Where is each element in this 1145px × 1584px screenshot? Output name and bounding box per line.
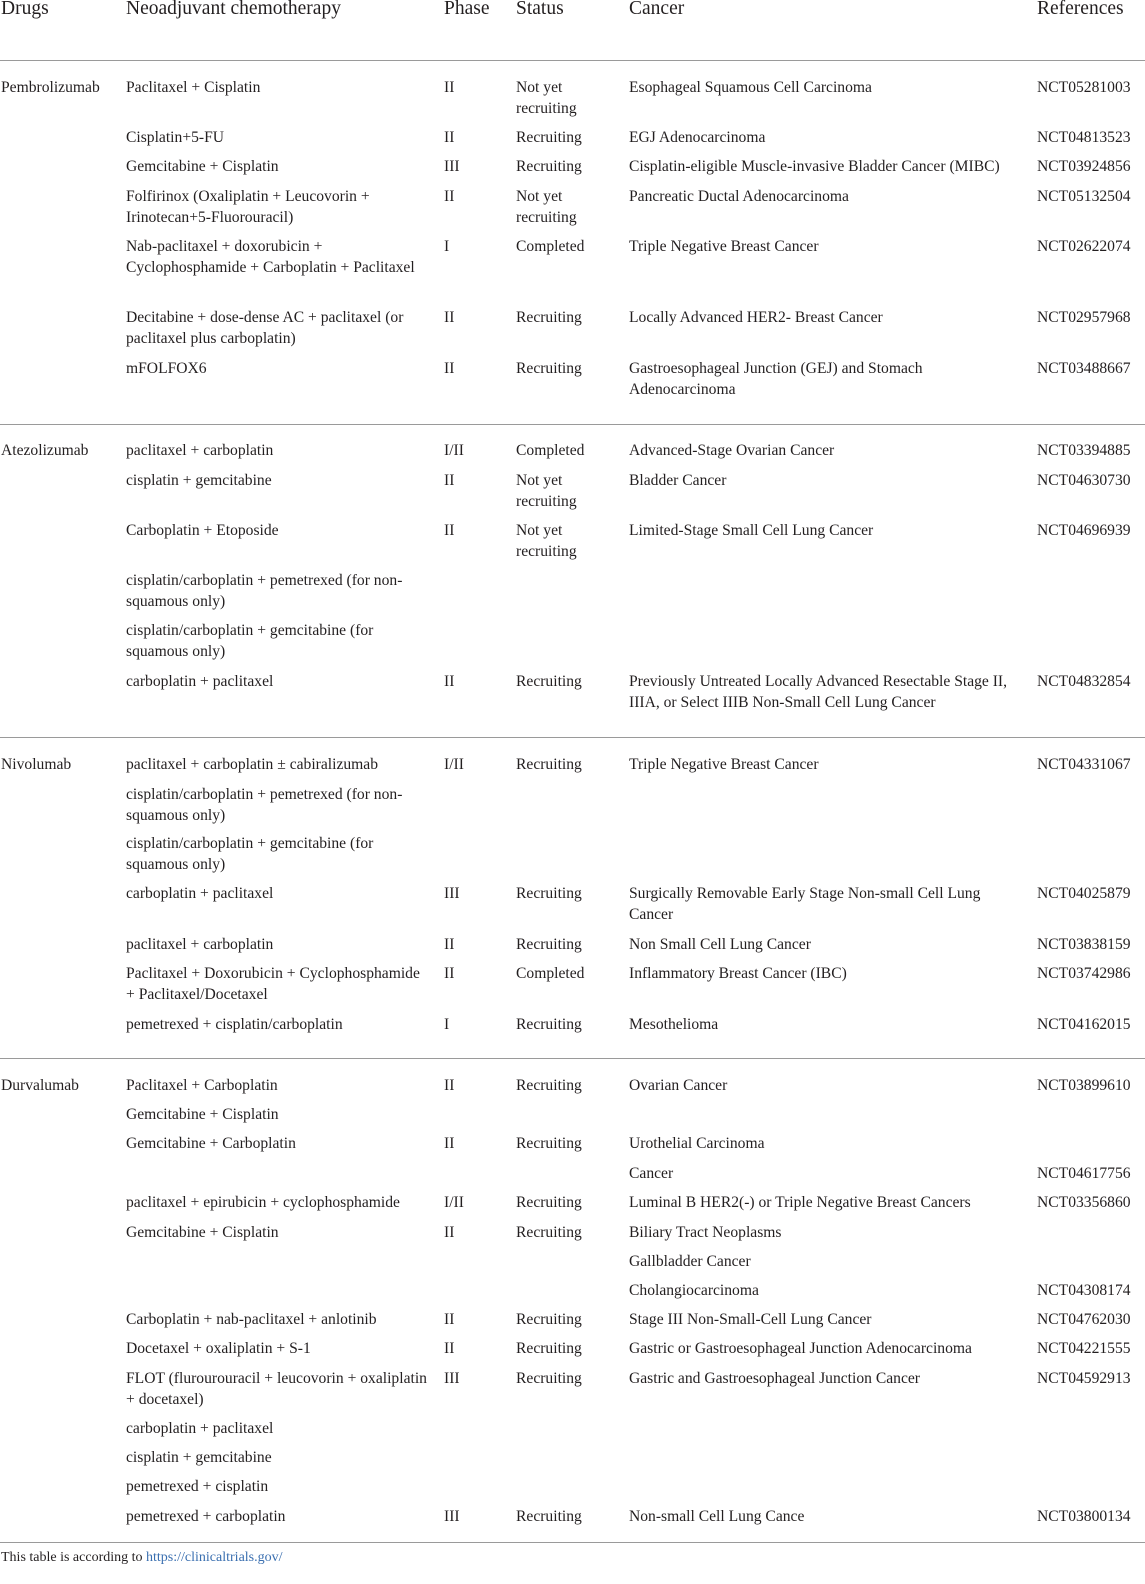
chemotherapy-cell: Folfirinox (Oxaliplatin + Leucovorin + Irinotecan+5-Fluorouracil) [126, 188, 370, 226]
chemotherapy-cell: Decitabine + dose-dense AC + paclitaxel (or paclitaxel plus carboplatin) [126, 309, 404, 347]
cancer-cell: Non Small Cell Lung Cancer [629, 936, 811, 953]
header-cancer: Cancer [629, 0, 685, 19]
cancer-cell: Locally Advanced HER2- Breast Cancer [629, 309, 883, 326]
reference-cell: NCT04221555 [1037, 1340, 1131, 1357]
phase-cell: III [444, 1370, 460, 1387]
cancer-cell: Limited-Stage Small Cell Lung Cancer [629, 522, 874, 539]
cancer-cell: Biliary Tract Neoplasms [629, 1224, 782, 1241]
chemotherapy-cell: Cisplatin+5-FU [126, 129, 225, 146]
reference-cell: NCT04308174 [1037, 1282, 1131, 1299]
drug-cell: Atezolizumab [1, 442, 89, 459]
header-status: Status [516, 0, 564, 19]
chemotherapy-cell: Paclitaxel + Doxorubicin + Cyclophosphamide + Paclitaxel/Docetaxel [126, 965, 420, 1003]
phase-cell: III [444, 158, 460, 175]
chemotherapy-cell: Gemcitabine + Cisplatin [126, 1106, 279, 1123]
chemotherapy-cell: paclitaxel + epirubicin + cyclophosphamide [126, 1194, 400, 1211]
cancer-cell: Cancer [629, 1165, 674, 1182]
cancer-cell: Luminal B HER2(-) or Triple Negative Breast Cancers [629, 1194, 971, 1211]
phase-cell: II [444, 472, 455, 489]
phase-cell: III [444, 885, 460, 902]
chemotherapy-cell: paclitaxel + carboplatin [126, 936, 274, 953]
status-cell: Completed [516, 965, 585, 982]
phase-cell: I/II [444, 756, 464, 773]
phase-cell: I [444, 238, 450, 255]
chemotherapy-cell: cisplatin/carboplatin + gemcitabine (for squamous only) [126, 622, 374, 660]
status-cell: Completed [516, 238, 585, 255]
phase-cell: II [444, 1077, 455, 1094]
group-divider [0, 737, 1145, 738]
status-cell: Not yet recruiting [516, 472, 577, 510]
header-rule [0, 60, 1145, 61]
drug-cell: Durvalumab [1, 1077, 79, 1094]
phase-cell: II [444, 79, 455, 96]
chemotherapy-cell: Carboplatin + nab-paclitaxel + anlotinib [126, 1311, 377, 1328]
status-cell: Recruiting [516, 309, 582, 326]
header-chemotherapy: Neoadjuvant chemotherapy [126, 0, 341, 19]
chemotherapy-cell: cisplatin + gemcitabine [126, 472, 272, 489]
cancer-cell: Advanced-Stage Ovarian Cancer [629, 442, 835, 459]
status-cell: Completed [516, 442, 585, 459]
group-divider [0, 1058, 1145, 1059]
chemotherapy-cell: carboplatin + paclitaxel [126, 885, 274, 902]
cancer-cell: Triple Negative Breast Cancer [629, 756, 819, 773]
chemotherapy-cell: pemetrexed + cisplatin/carboplatin [126, 1016, 343, 1033]
chemotherapy-cell: cisplatin/carboplatin + pemetrexed (for non-squamous only) [126, 572, 403, 610]
status-cell: Recruiting [516, 1340, 582, 1357]
cancer-cell: Gastroesophageal Junction (GEJ) and Stomach Adenocarcinoma [629, 360, 923, 398]
phase-cell: II [444, 188, 455, 205]
cancer-cell: Previously Untreated Locally Advanced Resectable Stage II, IIIA, or Select IIIB Non-Small Cell Lung Cancer [629, 673, 1008, 711]
cancer-cell: Cisplatin-eligible Muscle-invasive Bladder Cancer (MIBC) [629, 158, 1000, 175]
chemotherapy-cell: mFOLFOX6 [126, 360, 207, 377]
chemotherapy-cell: pemetrexed + cisplatin [126, 1478, 269, 1495]
status-cell: Recruiting [516, 1311, 582, 1328]
header-drugs: Drugs [1, 0, 49, 19]
status-cell: Not yet recruiting [516, 522, 577, 560]
cancer-cell: Esophageal Squamous Cell Carcinoma [629, 79, 872, 96]
reference-cell: NCT02957968 [1037, 309, 1131, 326]
reference-cell: NCT05281003 [1037, 79, 1131, 96]
reference-cell: NCT03800134 [1037, 1508, 1131, 1525]
chemotherapy-cell: carboplatin + paclitaxel [126, 1420, 274, 1437]
clinicaltrials-link[interactable]: https://clinicaltrials.gov/ [146, 1550, 283, 1565]
reference-cell: NCT04630730 [1037, 472, 1131, 489]
reference-cell: NCT02622074 [1037, 238, 1131, 255]
chemotherapy-cell: Paclitaxel + Cisplatin [126, 79, 261, 96]
phase-cell: II [444, 522, 455, 539]
phase-cell: I [444, 1016, 450, 1033]
cancer-cell: Gastric and Gastroesophageal Junction Cancer [629, 1370, 920, 1387]
phase-cell: II [444, 129, 455, 146]
chemotherapy-cell: Paclitaxel + Carboplatin [126, 1077, 278, 1094]
reference-cell: NCT04762030 [1037, 1311, 1131, 1328]
chemotherapy-cell: cisplatin + gemcitabine [126, 1449, 272, 1466]
chemotherapy-cell: pemetrexed + carboplatin [126, 1508, 286, 1525]
phase-cell: II [444, 673, 455, 690]
phase-cell: III [444, 1508, 460, 1525]
phase-cell: II [444, 936, 455, 953]
status-cell: Recruiting [516, 1135, 582, 1152]
reference-cell: NCT04025879 [1037, 885, 1131, 902]
chemotherapy-cell: Nab-paclitaxel + doxorubicin + Cyclophosphamide + Carboplatin + Paclitaxel [126, 238, 415, 276]
status-cell: Recruiting [516, 936, 582, 953]
chemotherapy-cell: FLOT (flurourouracil + leucovorin + oxaliplatin + docetaxel) [126, 1370, 427, 1408]
chemotherapy-cell: cisplatin/carboplatin + pemetrexed (for non-squamous only) [126, 786, 403, 824]
reference-cell: NCT03488667 [1037, 360, 1131, 377]
status-cell: Recruiting [516, 756, 582, 773]
footnote-text: This table is according to [1, 1550, 147, 1565]
status-cell: Recruiting [516, 1370, 582, 1387]
cancer-cell: Mesothelioma [629, 1016, 719, 1033]
status-cell: Recruiting [516, 1016, 582, 1033]
phase-cell: II [444, 965, 455, 982]
status-cell: Recruiting [516, 1194, 582, 1211]
cancer-cell: EGJ Adenocarcinoma [629, 129, 766, 146]
chemotherapy-cell: Gemcitabine + Carboplatin [126, 1135, 296, 1152]
chemotherapy-cell: paclitaxel + carboplatin ± cabiralizumab [126, 756, 379, 773]
status-cell: Not yet recruiting [516, 188, 577, 226]
cancer-cell: Ovarian Cancer [629, 1077, 728, 1094]
table-footnote [1, 1549, 283, 1567]
cancer-cell: Urothelial Carcinoma [629, 1135, 765, 1152]
status-cell: Not yet recruiting [516, 79, 577, 117]
drug-cell: Pembrolizumab [1, 79, 100, 96]
status-cell: Recruiting [516, 129, 582, 146]
chemotherapy-cell: Docetaxel + oxaliplatin + S-1 [126, 1340, 311, 1357]
chemotherapy-cell: cisplatin/carboplatin + gemcitabine (for squamous only) [126, 835, 374, 873]
status-cell: Recruiting [516, 1077, 582, 1094]
drug-cell: Nivolumab [1, 756, 72, 773]
table-bottom-rule [0, 1542, 1145, 1543]
cancer-cell: Bladder Cancer [629, 472, 727, 489]
reference-cell: NCT04813523 [1037, 129, 1131, 146]
reference-cell: NCT04162015 [1037, 1016, 1131, 1033]
reference-cell: NCT05132504 [1037, 188, 1131, 205]
status-cell: Recruiting [516, 673, 582, 690]
status-cell: Recruiting [516, 885, 582, 902]
phase-cell: II [444, 1135, 455, 1152]
status-cell: Recruiting [516, 360, 582, 377]
reference-cell: NCT04696939 [1037, 522, 1131, 539]
header-phase: Phase [444, 0, 490, 19]
cancer-cell: Gastric or Gastroesophageal Junction Adenocarcinoma [629, 1340, 972, 1357]
cancer-cell: Cholangiocarcinoma [629, 1282, 759, 1299]
cancer-cell: Surgically Removable Early Stage Non-small Cell Lung Cancer [629, 885, 981, 923]
phase-cell: I/II [444, 1194, 464, 1211]
chemotherapy-cell: paclitaxel + carboplatin [126, 442, 274, 459]
cancer-cell: Pancreatic Ductal Adenocarcinoma [629, 188, 849, 205]
reference-cell: NCT03838159 [1037, 936, 1131, 953]
phase-cell: II [444, 1311, 455, 1328]
chemotherapy-cell: Gemcitabine + Cisplatin [126, 158, 279, 175]
reference-cell: NCT04617756 [1037, 1165, 1131, 1182]
phase-cell: II [444, 309, 455, 326]
chemotherapy-cell: carboplatin + paclitaxel [126, 673, 274, 690]
phase-cell: I/II [444, 442, 464, 459]
reference-cell: NCT04331067 [1037, 756, 1131, 773]
cancer-cell: Inflammatory Breast Cancer (IBC) [629, 965, 847, 982]
status-cell: Recruiting [516, 1508, 582, 1525]
phase-cell: II [444, 1224, 455, 1241]
reference-cell: NCT03742986 [1037, 965, 1131, 982]
cancer-cell: Gallbladder Cancer [629, 1253, 751, 1270]
cancer-cell: Triple Negative Breast Cancer [629, 238, 819, 255]
reference-cell: NCT03899610 [1037, 1077, 1131, 1094]
phase-cell: II [444, 360, 455, 377]
reference-cell: NCT04592913 [1037, 1370, 1131, 1387]
phase-cell: II [444, 1340, 455, 1357]
reference-cell: NCT03924856 [1037, 158, 1131, 175]
table-header [0, 0, 1145, 60]
cancer-cell: Stage III Non-Small-Cell Lung Cancer [629, 1311, 872, 1328]
chemotherapy-cell: Carboplatin + Etoposide [126, 522, 279, 539]
status-cell: Recruiting [516, 158, 582, 175]
header-references: References [1037, 0, 1124, 19]
reference-cell: NCT04832854 [1037, 673, 1131, 690]
group-divider [0, 424, 1145, 425]
chemotherapy-cell: Gemcitabine + Cisplatin [126, 1224, 279, 1241]
cancer-cell: Non-small Cell Lung Cance [629, 1508, 805, 1525]
reference-cell: NCT03356860 [1037, 1194, 1131, 1211]
status-cell: Recruiting [516, 1224, 582, 1241]
reference-cell: NCT03394885 [1037, 442, 1131, 459]
